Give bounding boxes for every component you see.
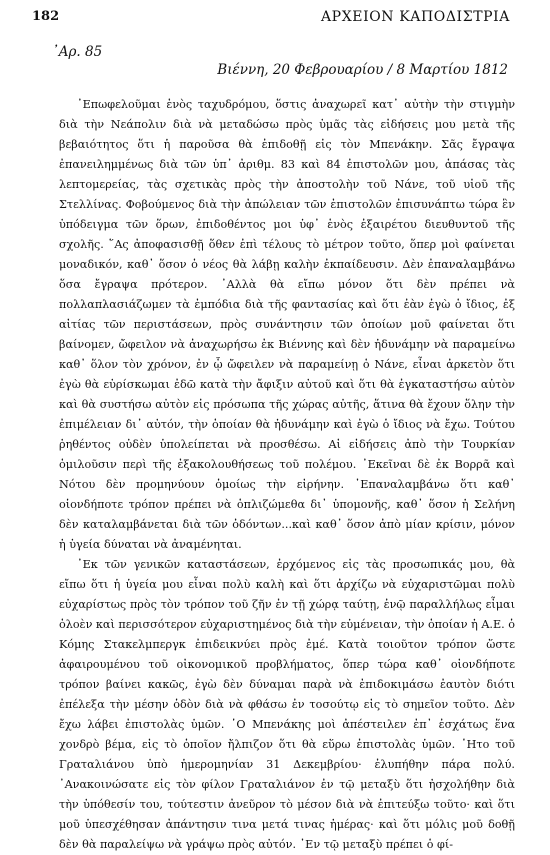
page-header [32, 9, 510, 29]
letter-paragraph: ᾽Επωφελοῦμαι ἑνὸς ταχυδρόμου, ὅστις ἀναχωρεῖ κατ᾽ αὐτὴν τὴν στιγμὴν διὰ τὴν Νεάπολιν διὰ νὰ μεταδώσω πρὸς ὑμᾶς τὰς εἰδήσεις μου μετὰ τῆς βεβαιότητος ὅτι ἡ παροῦσα θὰ ἐπιδοθῇ εἰς τὸν Μπενάκην. Σᾶς ἔγραψα ἐπανειλημμένως διὰ τῶν ὑπ᾽ ἀριθμ. 83 καὶ 84 ἐπιστολῶν μου, ἁπάσας τὰς λεπτομερείας, τὰς σχετικὰς πρὸς τὴν ἀποστολὴν τοῦ Νάνε, τοῦ υἱοῦ τῆς Στελλίνας. Φοβούμενος διὰ τὴν ἀπώλειαν τῶν ἐπιστολῶν ἐπισυνάπτω τώρα ἓν ὑπόδειγμα τῶν ὅρων, ἐπιδοθέντος μοι ὑφ᾽ ἑνὸς ἐξαιρέτου διευθυντοῦ τῆς σχολῆς. ῞Ας ἀποφασισθῇ ὅθεν ἐπὶ τέλους τὸ μέτρον τοῦτο, ὅπερ μοὶ φαίνεται μοναδικόν, καθ᾽ ὅσον ὁ νέος θὰ λάβῃ καλὴν ἐκπαίδευσιν. Δὲν ἐπαναλαμβάνω ὅσα ἔγραψα πρότερον. ᾽Αλλὰ θὰ εἴπω μόνον ὅτι δὲν πρέπει νὰ πολλαπλασιάζωμεν τὰ ἐμπόδια διὰ τῆς φαντασίας καὶ ὅτι ἐὰν ἐγὼ ὁ ἴδιος, ἐξ αἰτίας τῶν περιστάσεων, πρὸς συνάντησιν τῶν ὁποίων μοῦ φαίνεται ὅτι βαίνομεν, ὤφειλον νὰ ἀναχωρήσω ἐκ Βιέννης καὶ δὲν ἠδυνάμην νὰ παραμείνω καθ᾽ ὅλον τὸν χρόνον, ἐν ᾧ ὤφειλεν νὰ παραμείνῃ ὁ Νάνε, εἶναι ἀρκετὸν ὅτι ἐγὼ θὰ εὑρίσκωμαι ἐδῶ κατὰ τὴν ἄφιξιν αὐτοῦ καὶ ὅτι θὰ ἐγκαταστήσω αὐτὸν καὶ θὰ συστήσω αὐτὸν εἰς πρόσωπα τῆς χώρας αὐτῆς, ἅτινα θὰ ἔχουν ὅλην τὴν ἐπιμέλειαν δι᾽ αὐτόν, τὴν ὁποίαν θὰ ἠδυνάμην καὶ ἐγὼ ὁ ἴδιος νὰ ἔχω. Τούτου ῥηθέντος οὐδὲν ὑπολείπεται νὰ προσθέσω. Αἱ εἰδήσεις ἀπὸ τὴν Τουρκίαν ὁμιλοῦσιν περὶ τῆς ἐξακολουθήσεως τοῦ πολέμου. ᾽Εκεῖναι δὲ ἐκ Βορρᾶ καὶ Νότου δὲν προμηνύουν ὁμοίως τὴν εἰρήνην. ᾽Επαναλαμβάνω ὅτι καθ᾽ οἱονδήποτε τρόπον πρέπει νὰ ὁπλιζώμεθα δι᾽ ὑπομονῆς, καθ᾽ ὅσον ἡ Σελήνη δὲν καταλαμβάνεται διὰ τῶν ὀδόντων...καὶ καθ᾽ ὅσον ἀπὸ μίαν κρίσιν, μόνον ἡ ὑγεία δύναται νὰ ἀναμένηται. [59, 98, 515, 551]
letter-dateline: Βιέννη, 20 Φεβρουαρίου / 8 Μαρτίου 1812 [217, 62, 508, 78]
page-number: 182 [32, 9, 60, 24]
running-head: ΑΡΧΕΙΟΝ ΚΑΠΟΔΙΣΤΡΙΑ [320, 9, 510, 25]
letter-body [59, 95, 515, 855]
letter-number: ᾽Αρ. 85 [52, 44, 103, 60]
letter-paragraph: ᾽Εκ τῶν γενικῶν καταστάσεων, ἐρχόμενος εἰς τὰς προσωπικάς μου, θὰ εἴπω ὅτι ἡ ὑγεία μου εἶναι πολὺ καλὴ καὶ ὅτι ἀρχίζω νὰ εὐχαριστῶμαι πολὺ εὐχαρίστως πρὸς τὸν τρόπον τοῦ ζῆν ἐν τῇ χώρᾳ ταύτῃ, ἐνῷ παραλλήλως εἶμαι ὁλοὲν καὶ περισσότερον εὐχαριστημένος διὰ τὴν εὐμένειαν, τὴν ὁποίαν ἡ Α.Ε. ὁ Κόμης Στακελμπεργκ ἐπιδεικνύει πρὸς ἐμέ. Κατὰ τοιοῦτον τρόπον ὥστε ἀφαιρουμένου τοῦ οἰκονομικοῦ προβλήματος, ὅπερ τώρα καθ᾽ οἱονδήποτε τρόπον βαίνει κακῶς, ἐγὼ δὲν δύναμαι παρὰ νὰ ἐπιδοκιμάσω ἐαυτὸν διότι ἐπέλεξα τὴν μέσην ὁδὸν διὰ νὰ φθάσω ἐν τοσούτῳ εἰς τὸ σημεῖον τοῦτο. Δὲν ἔχω λάβει ἐπιστολὰς ὑμῶν. ῾Ο Μπενάκης μοὶ ἀπέστειλεν ἐπ᾽ ἐσχάτως ἕνα χονδρὸ βέμα, εἰς τὸ ὁποῖον ἤλπιζον ὅτι θὰ εὕρω ἐπιστολὰς ὑμῶν. ῾Ητο τοῦ Γραταλιάνου ὑπὸ ἡμερομηνίαν 31 Δεκεμβρίου· ἐλυπήθην πάρα πολύ. ᾽Ανακοινώσατε εἰς τὸν φίλον Γραταλιάνον ἐν τῷ μεταξὺ ὅτι ἠσχολήθην διὰ τὴν ὑπόθεσίν του, τούτεστιν ἀνεῦρον τὸ μέσον διὰ νὰ ἐπιτεύξω τοῦτο· καὶ ὅτι μοῦ ὑπεσχέθησαν ἀπάντησιν τινα μετά τινας ἡμέρας· καὶ ὅτι μόλις μοῦ δοθῇ δὲν θὰ παραλείψω νὰ γράψω πρὸς αὐτόν. ᾽Εν τῷ μεταξὺ πρέπει ὁ φί- [59, 558, 515, 851]
